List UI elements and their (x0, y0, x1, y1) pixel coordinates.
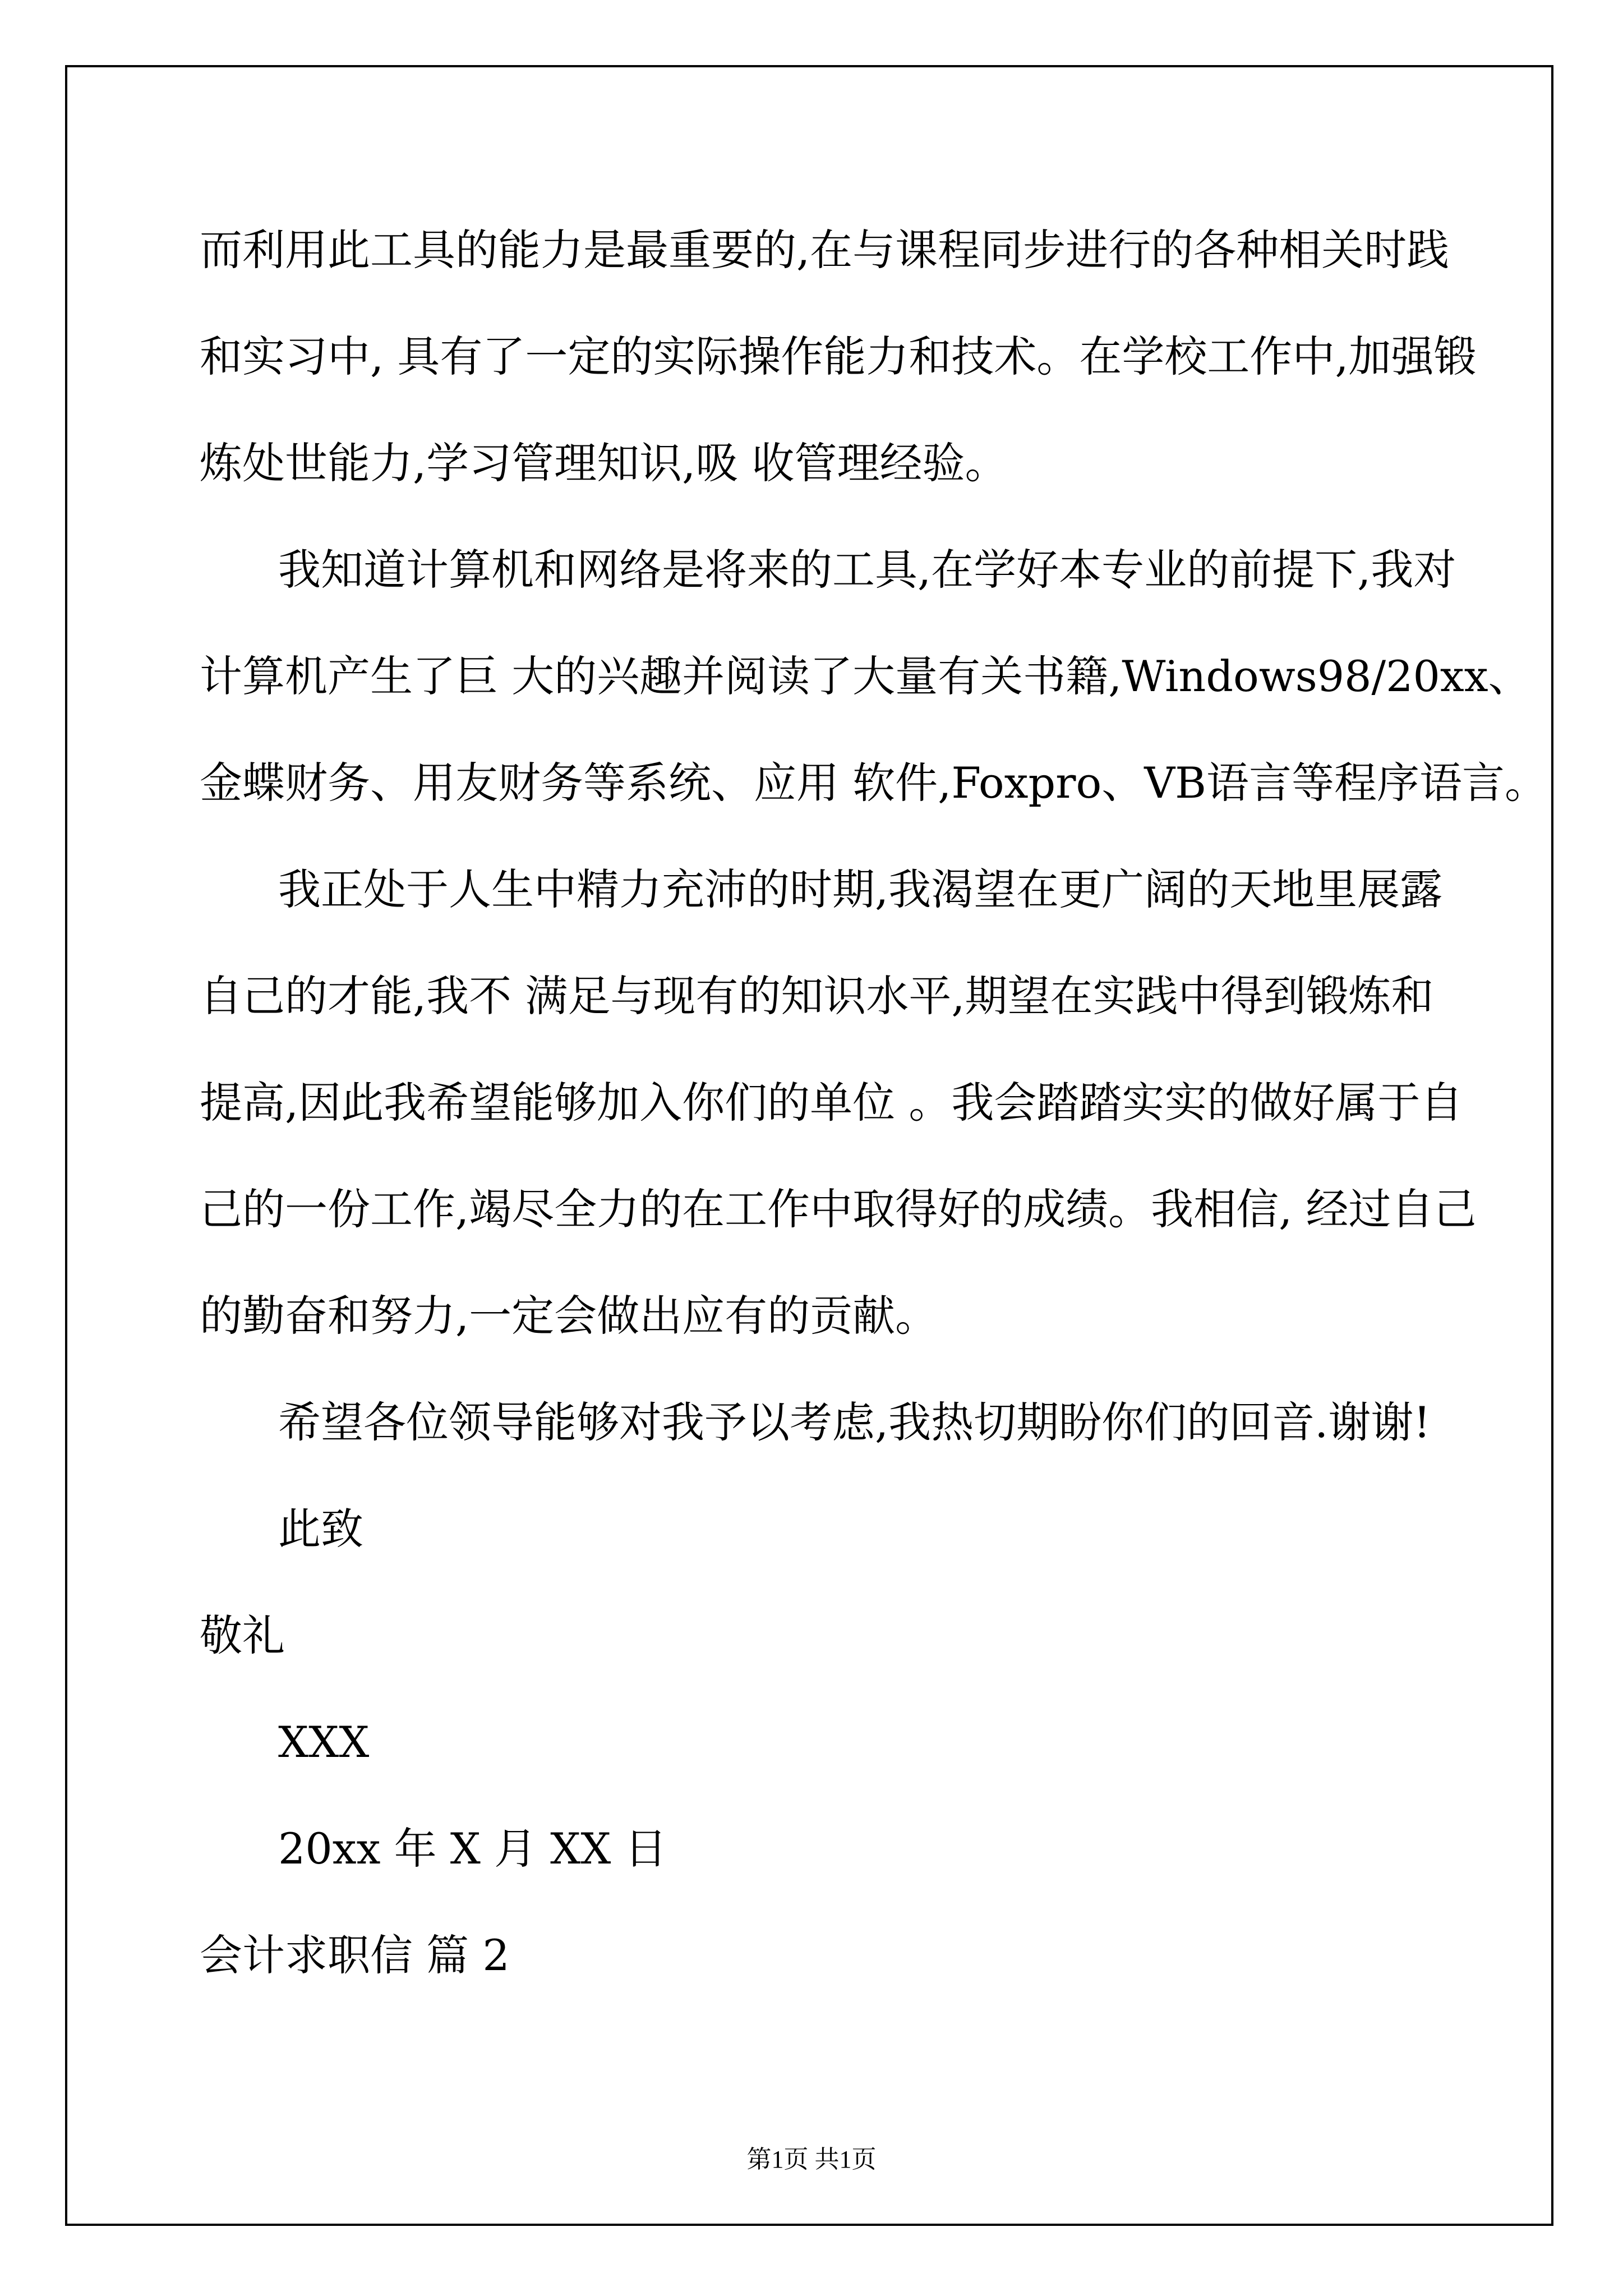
date: 20xx 年 X 月 XX 日 (278, 1824, 667, 1874)
paragraph-3-line-1: 我正处于人生中精力充沛的时期,我渴望在更广阔的天地里展露 (278, 864, 1443, 914)
paragraph-1-line-2: 和实习中, 具有了一定的实际操作能力和技术。在学校工作中,加强锻 (200, 332, 1477, 381)
signature: XXX (278, 1717, 370, 1767)
paragraph-1-line-3: 炼处世能力,学习管理知识,吸 收管理经验。 (200, 438, 1008, 488)
paragraph-4: 希望各位领导能够对我予以考虑,我热切期盼你们的回音.谢谢! (278, 1397, 1431, 1447)
paragraph-2-line-3: 金蝶财务、用友财务等系统、应用 软件,Foxpro、VB语言等程序语言。 (200, 758, 1547, 808)
paragraph-2-line-1: 我知道计算机和网络是将来的工具,在学好本专业的前提下,我对 (278, 545, 1456, 595)
paragraph-2-line-2: 计算机产生了巨 大的兴趣并阅读了大量有关书籍,Windows98/20xx、 (200, 651, 1531, 701)
salute-text: 敬礼 (200, 1611, 285, 1660)
paragraph-3-line-5: 的勤奋和努力,一定会做出应有的贡献。 (200, 1291, 938, 1341)
next-section-heading: 会计求职信 篇 2 (200, 1930, 510, 1980)
page-border (65, 65, 1553, 2226)
closing-text: 此致 (278, 1504, 363, 1554)
paragraph-1-line-1: 而利用此工具的能力是最重要的,在与课程同步进行的各种相关时践 (200, 225, 1450, 275)
paragraph-3-line-3: 提高,因此我希望能够加入你们的单位 。我会踏踏实实的做好属于自 (200, 1078, 1463, 1128)
paragraph-3-line-4: 己的一份工作,竭尽全力的在工作中取得好的成绩。我相信, 经过自己 (200, 1184, 1477, 1234)
paragraph-3-line-2: 自己的才能,我不 满足与现有的知识水平,期望在实践中得到锻炼和 (200, 971, 1434, 1021)
page-number-footer: 第1页 共1页 (746, 2146, 877, 2173)
